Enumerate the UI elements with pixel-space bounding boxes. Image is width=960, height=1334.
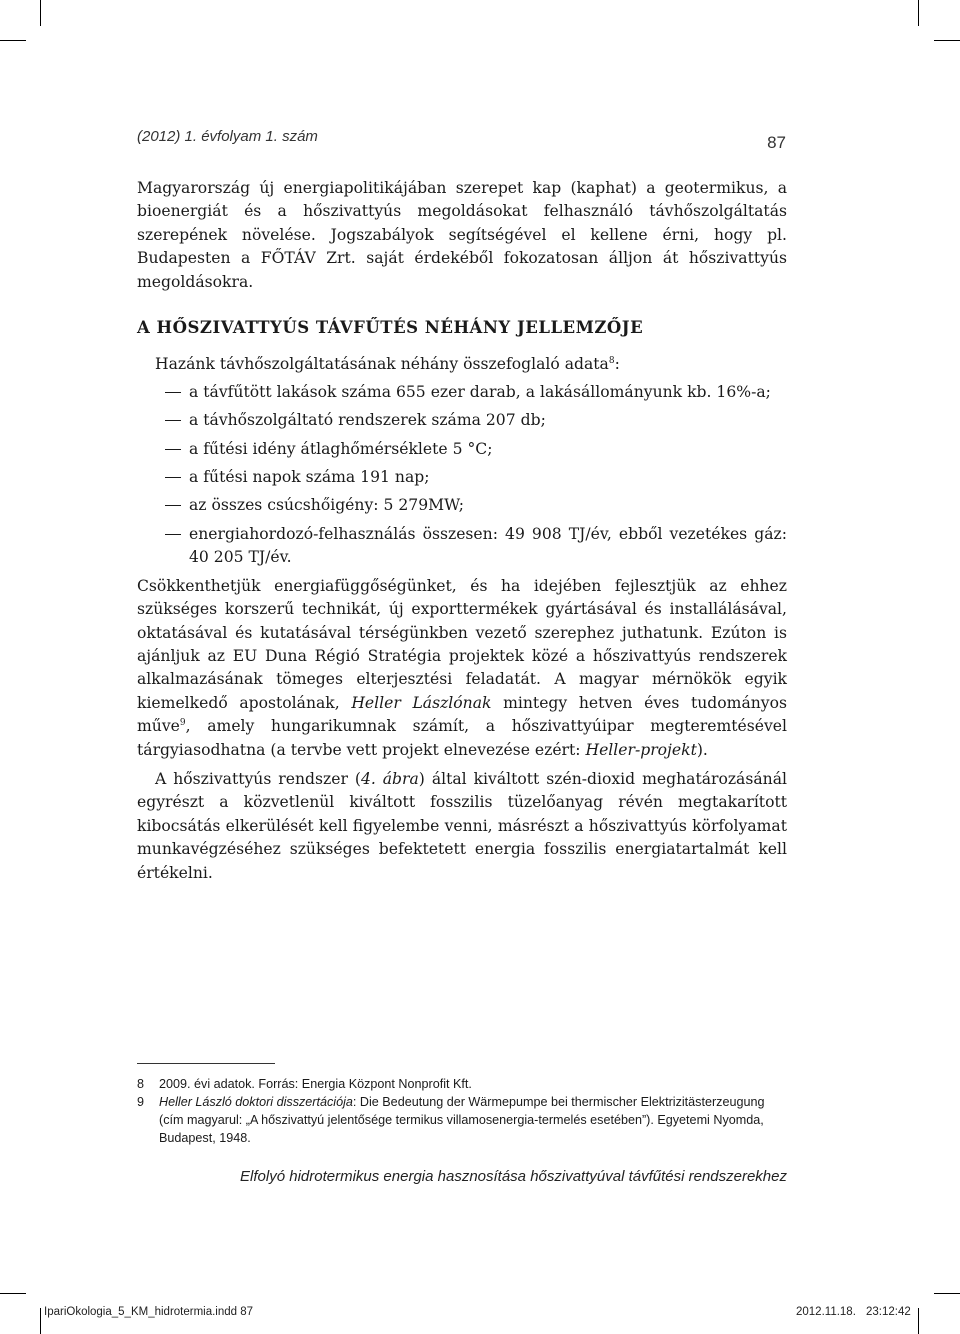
footnote-ref: 8 xyxy=(608,356,615,367)
running-footer: Elfolyó hidrotermikus energia hasznosítása hőszivattyúval távfűtési rendszerekhez xyxy=(240,1168,787,1185)
slug-time: 23:12:42 xyxy=(866,1306,911,1318)
section-lead: Hazánk távhőszolgáltatásának néhány összefoglaló adata$^8$: xyxy=(155,355,620,374)
list-item: a fűtési napok száma 191 nap; xyxy=(137,466,787,489)
list-item: energiahordozó-felhasználás összesen: 49 908 TJ/év, ebből vezetékes gáz: 40 205 TJ/év. xyxy=(137,523,787,570)
intro-paragraph: Magyarország új energiapolitikájában szerepet kap (kaphat) a geotermikus, a bioenergiát és a hőszivattyús megoldásokat felhasználó távhőszolgáltatás szerepének növelése. Jogszabályok segítségével el kellene érni, hogy pl. Budapesten a FŐTÁV Zrt. saját érdekéből fokozatosan álljon át hőszivattyús megoldásokra. xyxy=(137,179,787,291)
footnote-number: 8 xyxy=(137,1077,145,1091)
list-item: a távhőszolgáltató rendszerek száma 207 db; xyxy=(137,409,787,432)
data-list xyxy=(137,381,787,570)
crop-mark xyxy=(934,1293,960,1294)
list-item: az összes csúcshőigény: 5 279MW; xyxy=(137,494,787,517)
section-heading: A HŐSZIVATTYÚS TÁVFŰTÉS NÉHÁNY JELLEMZŐJE xyxy=(137,318,644,338)
article-body xyxy=(137,177,787,885)
footnote xyxy=(137,1093,787,1147)
running-header: (2012) 1. évfolyam 1. szám xyxy=(137,128,318,145)
footnote-number: 9 xyxy=(137,1095,145,1109)
footnote-text: Heller László doktori disszertációja: Die Bedeutung der Wärmepumpe bei thermischer Elektrizitästerzeugung (cím magyarul: „A hőszivattyú jelentősége termikus villamosenergia-termelés esetében”). Egyetemi Nyomda, Budapest, 1948. xyxy=(159,1095,765,1145)
footnote-ref: 9 xyxy=(179,717,186,728)
figure-ref: 4. ábra xyxy=(360,769,419,788)
paragraph-energy-independence: Csökkenthetjük energiafüggőségünket, és ha idejében fejlesztjük az ehhez szükséges korszerű technikát, új exporttermékek gyártásával és installálásával, oktatásával és kutatásával térségünkben vezető szerephez juthatunk. Ezúton is ajánljuk az EU Duna Régió Stratégia projektek közé a hőszivattyús rendszerek alkalmazásának tömeges elterjesztési feladatát. A magyar mérnökök egyik kiemelkedő apostolának, Heller Lászlónak mintegy hetven éves tudományos műve$^9$, amely hungarikumnak számít, a hőszivattyúipar megteremtésével tárgyiasodhatna (a tervbe vett projekt elnevezése ezért: Heller-projekt). xyxy=(137,576,787,759)
page-number: 87 xyxy=(767,133,786,152)
slug-file: IpariOkologia_5_KM_hidrotermia.indd 87 xyxy=(44,1306,254,1318)
person-name: Heller Lászlónak xyxy=(351,693,492,712)
crop-mark xyxy=(918,1308,919,1334)
footnote-text: 2009. évi adatok. Forrás: Energia Központ Nonprofit Kft. xyxy=(159,1077,472,1091)
project-name: Heller-projekt xyxy=(585,740,697,759)
list-item: a távfűtött lakások száma 655 ezer darab, a lakásállományunk kb. 16%-a; xyxy=(137,381,787,404)
crop-mark xyxy=(918,0,919,26)
crop-mark xyxy=(40,1308,41,1334)
footnotes xyxy=(137,1075,787,1147)
crop-mark xyxy=(0,1293,26,1294)
crop-mark xyxy=(40,0,41,26)
crop-mark xyxy=(934,40,960,41)
footnote xyxy=(137,1075,787,1093)
crop-mark xyxy=(0,40,26,41)
slug-date: 2012.11.18. xyxy=(796,1306,856,1318)
footnote-divider xyxy=(137,1063,275,1064)
paragraph-co2: A hőszivattyús rendszer (4. ábra) által kiváltott szén-dioxid meghatározásánál egyrészt a közvetlenül kiváltott fosszilis tüzelőanyag révén megtakarított kibocsátás elkerülését kell figyelembe venni, másrészt a hőszivattyús körfolyamat munkavégzéséhez szükséges befektetett energia fosszilis energiatartalmát kell értékelni. xyxy=(137,769,787,882)
list-item: a fűtési idény átlaghőmérséklete 5 °C; xyxy=(137,438,787,461)
